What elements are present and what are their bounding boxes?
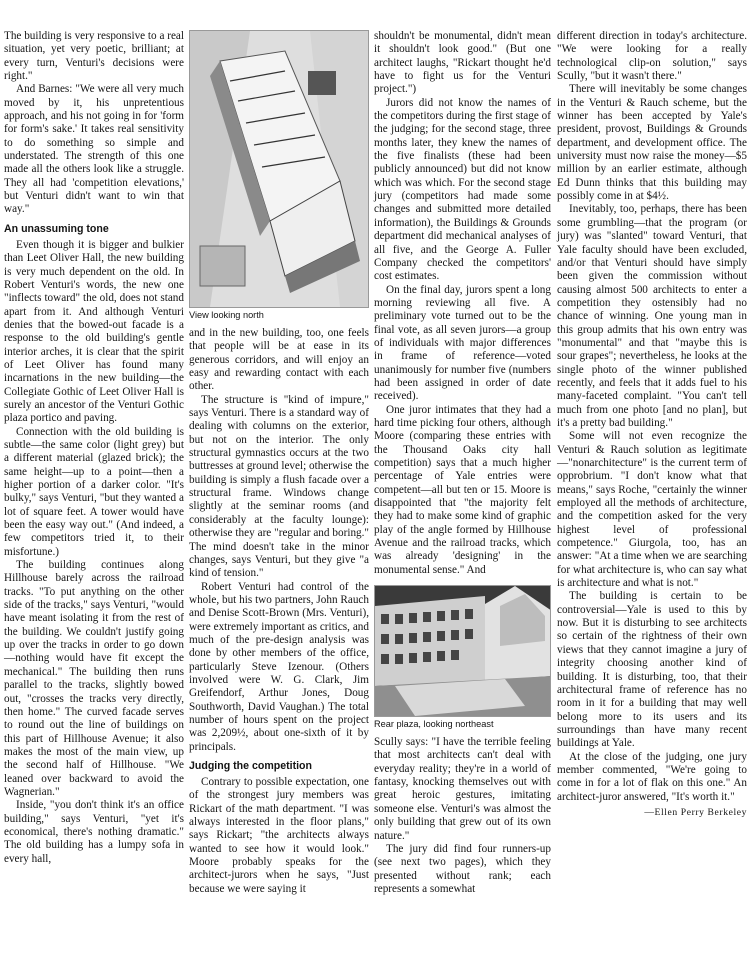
paragraph: Scully says: "I have the terrible feeling that most architects can't deal with everyday reality; they're in a world of fantasy, knocking themselves out with great heroic gestures, imitating someone else. Venturi's was almost the only building that grew out of its own nature." [374, 736, 551, 842]
paragraph: And Barnes: "We were all very much moved by it, his unpretentious approach, and his not going in for 'form for form's sake.' It takes real sensitivity to do something so simple and understated. The strength of this one made all the others look like a struggle. They all had 'competition elevations,' but Venturi didn't want to win that way." [4, 83, 184, 216]
paragraph: different direction in today's architecture. "We were looking for a really technological clip-on solution," says Scully, "but it wasn't there." [557, 30, 747, 83]
building-model-image [190, 31, 369, 307]
column-3 [374, 30, 551, 896]
photo-caption: Rear plaza, looking northeast [374, 719, 494, 730]
paragraph: There will inevitably be some changes in the Venturi & Rauch scheme, but the winner has been accepted by Yale's president, provost, Buildings & Grounds department, and development office. The university must now raise the money—$5 million by an earlier estimate, although Ed Dunn thinks that this building may possibly come in at $4½. [557, 83, 747, 203]
column-2 [189, 30, 369, 896]
paragraph: The building is very responsive to a real situation, yet very poetic, brilliant; at every turn, Venturi's decisions were right." [4, 30, 184, 83]
paragraph: Robert Venturi had control of the whole, but his two partners, John Rauch and Denise Scott-Brown (Mrs. Venturi), were extremely important as critics, and much of the pre-design analysis was done by other members of the office, particularly Steve Izenour. (Others involved were W. G. Clark, Jim Greifendorf, Arthur Jones, Doug Southworth, David Vaughan.) The total number of hours spent on the project was 2,209½, about one-sixth of it by principals. [189, 580, 369, 753]
section-heading: Judging the competition [189, 760, 312, 772]
paragraph: On the final day, jurors spent a long morning reviewing all five. A preliminary vote turned out to be the final vote, as all seven jurors—a group of individuals with major differences in frame of reference—voted unanimously for number five (numbers had been assigned in order of date received). [374, 283, 551, 403]
paragraph: The jury did find four runners-up (see next two pages), which they presented without rank; each represents a somewhat [374, 842, 551, 895]
paragraph: Some will not even recognize the Venturi & Rauch solution as legitimate—"nonarchitecture" is the current term of opprobrium. "I don't know what that means," says Roche, "certainly the winner employed all the methods of architecture, and the competition asked for the very highest level of professional competence." Giurgola, too, has an answer: "At a time when we are searching for what architecture is, who can say what is architecture and what is not." [557, 430, 747, 590]
paragraph: The building is certain to be controversial—Yale is used to this by now. But it is disturbing to see architects so certain of the rightness of their own views that they cannot imagine a jury of integrity choosing another kind of building. It is disturbing, too, that their architectural frame of reference has no room in it for a building that may well belong more to its users and its surroundings than have many recent buildings at Yale. [557, 590, 747, 750]
paragraph: Jurors did not know the names of the competitors during the first stage of the judging; for the second stage, three months later, they knew the names of the five finalists (these had been publicly announced) but did not know which was which. For the second stage jury (competitors had made some changes and submitted more detailed information), the Buildings & Grounds department did mechanical analyses of all five, and the George A. Fuller Company checked the competitors' cost estimates. [374, 96, 551, 283]
paragraph: The building continues along Hillhouse barely across the railroad tracks. "To put anything on the other side of the tracks," says Venturi, "would have meant isolating it from the rest of the building. We couldn't justify going up over the tracks in order to go down—nothing would have fit except the mechanical." The building then runs parallel to the tracks, slightly bowed out, "crosses the tracks very directly, then home." The curved facade serves to round out the line of buildings on this part of Hillhouse Avenue; it also makes the most of the main view, up the second half of Hillhouse. "We leaned over backward to avoid the Wagnerian." [4, 559, 184, 798]
paragraph: One juror intimates that they had a hard time picking four others, although Moore (comparing these entries with the Thousand Oaks city hall competition) says that a much higher percentage of Yale entries were competent—all but ten or 15. Moore is disappointed that "the majority felt they had to make some kind of graphic play of the angle formed by Hillhouse Avenue and the railroad tracks, which was already 'designing' in the monumental sense." And [374, 403, 551, 576]
photo-caption: View looking north [189, 310, 264, 320]
column-4 [557, 30, 747, 819]
paragraph: and in the new building, too, one feels that people will be at ease in its generous corridors, and will enjoy an easy and rewarding contact with each other. [189, 327, 369, 393]
paragraph: Contrary to possible expectation, one of the strongest jury members was Rickart of the math department. "I was always interested in the floor plans," says Rickart; "the architects always wanted to see how it would look." Moore probably speaks for the architect-jurors when he says, "Just because we were saying it [189, 776, 369, 895]
paragraph: shouldn't be monumental, didn't mean it shouldn't look good." (But one architect laughs, "Rickart thought he'd have to fight us for the Venturi project.") [374, 30, 551, 96]
model-photo-north [189, 30, 369, 308]
paragraph: The structure is "kind of impure," says Venturi. There is a standard way of dealing with columns on the exterior, but not on the interior. The only structural gymnastics occurs at the two buttresses at ground level; otherwise the building is simply a flush facade over a structural frame. Windows change slightly at the seminar rooms (and considerably at the faculty lounge): otherwise they are "regular and boring." The mind doesn't take in the minor changes, says Venturi, but they give "a kind of tension." [189, 393, 369, 580]
model-photo-rear [374, 585, 551, 717]
paragraph: Inevitably, too, perhaps, there has been some grumbling—that the program (or jury) was "slanted" toward Venturi, that Yale faculty should have been excluded, and/or that Venturi should have simply been given the commission without causing almost 500 architects to enter a competition they ostensibly had no chance of winning. One young man in this group admits that his own entry was "monumental" and that "maybe this is sour grapes"; nevertheless, he looks at the single photo of the winner published recently, and feels that it adds fuel to his many-faceted complaint. "You can't tell much from one photo [and no plan], but it's a pretty bad building." [557, 203, 747, 429]
paragraph: Connection with the old building is subtle—the same color (light grey) but a different material (glazed brick); the same height—up to a point—then a higher portion of a darker color. "It's bulky," says Venturi, "but they wanted a lot of square feet. A tower would have been the easy way out." (And indeed, a few competitors tried it, to their misfortune.) [4, 425, 184, 558]
paragraph: At the close of the judging, one jury member commented, "We're going to come in for a lot of flak on this one." An architect-juror answered, "It's worth it." [557, 750, 747, 803]
column-1 [4, 30, 184, 866]
section-heading: An unassuming tone [4, 222, 109, 235]
paragraph: Inside, "you don't think it's an office building," says Venturi, "yet it's economical, there's nothing dramatic." The old building has a lumpy sofa in every hall, [4, 799, 184, 865]
rear-plaza-image [375, 586, 551, 716]
paragraph: Even though it is bigger and bulkier than Leet Oliver Hall, the new building is very much dependent on the old. In Robert Venturi's words, the new one "inflects toward" the old, does not stand apart from it. And although Venturi denies that the bowed-out facade is a response to the old building's gentle interior arches, it is clear that the spirit of Leet Oliver has found many incarnations in the new building—the Collegiate Gothic of Leet Oliver Hall is surely an ancestor of the Venturi Gothic plaza portico and paving. [4, 238, 184, 425]
author-signature: —Ellen Perry Berkeley [644, 806, 747, 818]
